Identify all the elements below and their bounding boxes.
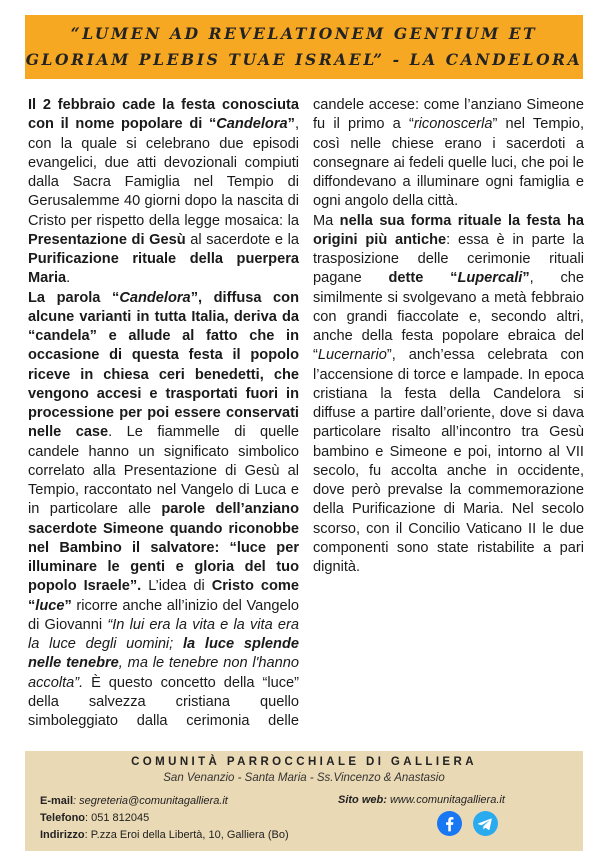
article-body [28, 96, 584, 744]
email-line: E-mail: segreteria@comunitagalliera.it [40, 795, 228, 807]
paragraph-3: Ma nella sua forma rituale la festa ha origini più antiche: essa è in parte la trasposizione delle cerimonie rituali pagane dette “Lupercali”, che similmente si svolgevano a metà febbraio con grandi fiaccolate e, secondo altri, anche della festa popolare ebraica del “Lucernario”, anch’essa celebrata con l’accensione di torce e lampade. In epoca cristiana la festa della Candelora si diffuse a partire dall’oriente, dove si dava particolare risalto all’incontro tra Gesù bambino e Simeone e poi, intorno al VII secolo, fu accolta anche in occidente, dove però prevalse la commemorazione della Purificazione di Maria. Nel secolo scorso, con il Concilio Vaticano II le due componenti sono state ristabilite a pari dignità. [313, 212, 585, 575]
website-line: Sito web: www.comunitagalliera.it [338, 794, 505, 806]
facebook-icon[interactable] [437, 811, 462, 836]
telegram-icon[interactable] [473, 811, 498, 836]
website-link[interactable]: www.comunitagalliera.it [386, 794, 505, 806]
address-line: Indirizzo: P.zza Eroi della Libertà, 10, Galliera (Bo) [40, 829, 289, 841]
phone-line: Telefono: 051 812045 [40, 812, 150, 824]
paragraph-2: La parola “Candelora”, diffusa con alcune varianti in tutta Italia, deriva da “candela” e allude al fatto che in occasione di questa festa il popolo riceve in chiesa ceri benedetti, che vengono accesi e trasportati fuori in processione per poi essere conservati nelle case. Le fiammelle di quelle candele hanno un significato simbolico correlato alla Presentazione di Gesù al Tempio, raccontato nel Vangelo di Luca e in particolare alle parole dell’anziano sacerdote Simeone quando riconobbe nel Bambino il salvatore: “luce per illuminare le genti e gloria del tuo popolo Israele”. L’idea di Cristo come “luce” ricorre anche all’inizio del Vangelo di Giovanni “In lui era la vita e la vita era la luce degli uomini; la luce splende nelle tenebre, ma le tenebre non l'hanno accolta”. È questo concetto della “luce” della salvezza cristiana quello simboleggiato dalla cerimonia delle candele accese: come l’anziano Simeone fu il primo a “riconoscerla” nel Tempio, così nelle chiese erano i sacerdoti a consegnare ai fedeli quelle luci, che poi le diffondevano a illuminare ogni famiglia e ogni angolo della città. [28, 97, 585, 729]
header-title-line1: “LUMEN AD REVELATIONEM GENTIUM ET [70, 24, 538, 43]
parish-name: COMUNITÀ PARROCCHIALE DI GALLIERA [131, 756, 477, 768]
header-title-line2: GLORIAM PLEBIS TUAE ISRAEL” - LA CANDELORA [25, 50, 583, 69]
footer [25, 751, 583, 851]
parish-churches: San Venanzio - Santa Maria - Ss.Vincenzo & Anastasio [163, 772, 445, 784]
email-link[interactable]: : segreteria@comunitagalliera.it [73, 795, 228, 807]
paragraph-1: Il 2 febbraio cade la festa conosciuta con il nome popolare di “Candelora”, con la quale si celebrano due episodi evangelici, due atti devozionali compiuti dalla Sacra Famiglia nel Tempio di Gerusalemme 40 giorni dopo la nascita di Cristo per rispetto della legge mosaica: la Presentazione di Gesù al sacerdote e la Purificazione rituale della puerpera Maria. [28, 97, 299, 287]
header-banner [25, 15, 583, 79]
